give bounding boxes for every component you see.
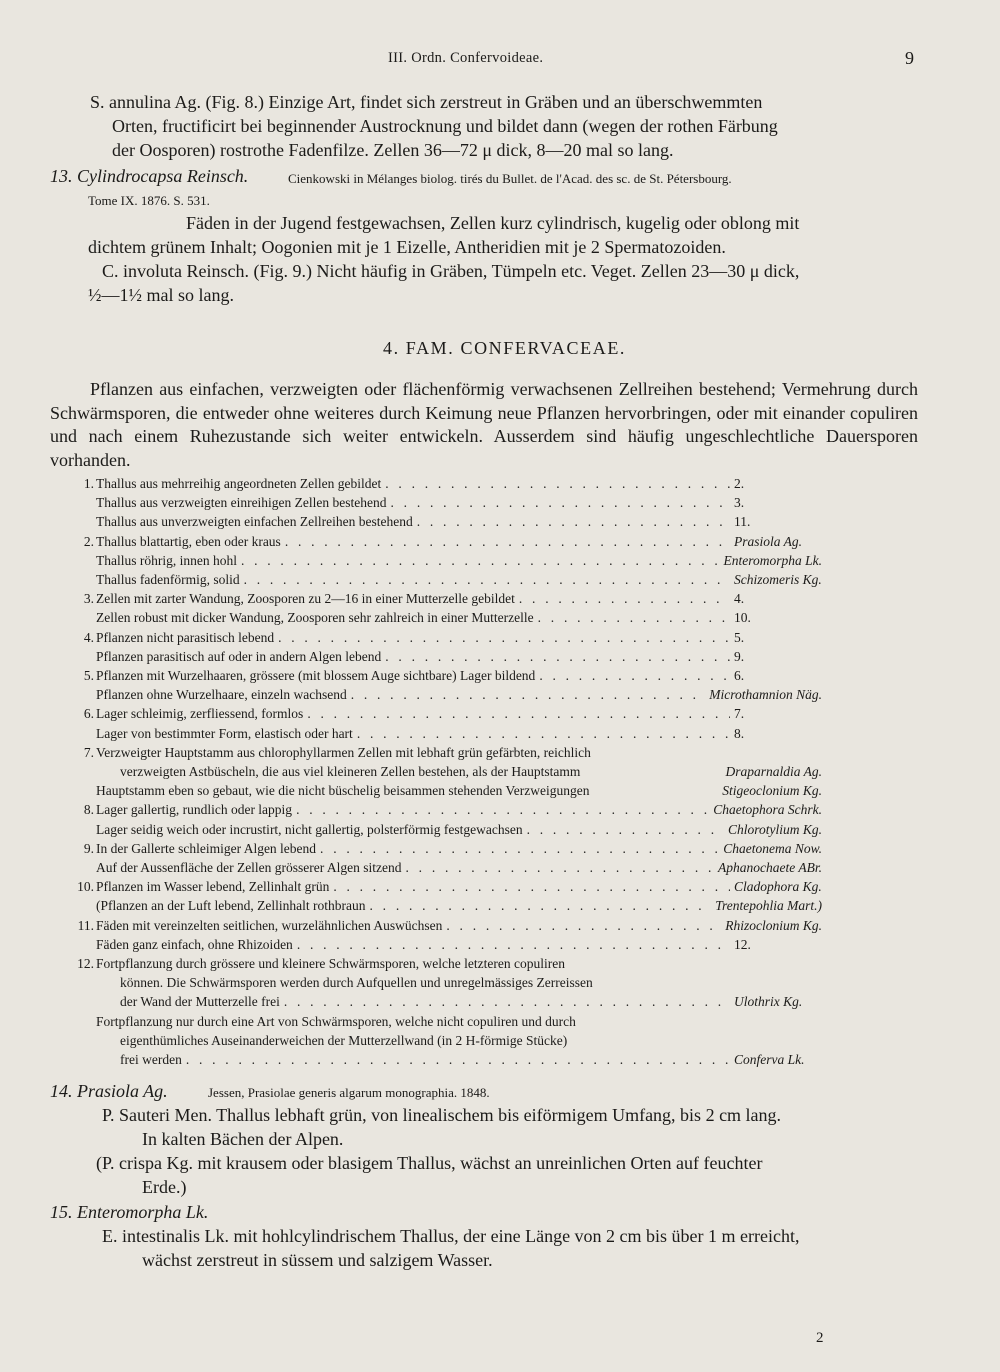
key-row-result: 10.: [734, 610, 751, 626]
key-row: [0, 668, 1000, 687]
family-heading: 4. FAM. CONFERVACEAE.: [383, 338, 627, 358]
key-row-text: Pflanzen nicht parasitisch lebend: [96, 629, 275, 645]
key-row-result: 3.: [734, 495, 745, 511]
key-row: [0, 1014, 1000, 1033]
genus-13-reference: Cienkowski in Mélanges biolog. tirés du Bullet. de l'Acad. des sc. de St. Pétersbourg.: [288, 171, 732, 186]
leader-dots: [417, 514, 730, 530]
key-row: [0, 649, 1000, 668]
leader-dots: [284, 994, 730, 1010]
key-row: [0, 1033, 1000, 1052]
genus-15-heading: 15. Enteromorpha Lk.: [50, 1202, 209, 1222]
key-row: [0, 687, 1000, 706]
key-row-result: Cladophora Kg.: [734, 879, 822, 895]
leader-dots: [296, 802, 709, 818]
key-row: [0, 822, 1000, 841]
leader-dots: [351, 687, 706, 703]
key-row: [0, 572, 1000, 591]
key-row-text: Zellen mit zarter Wandung, Zoosporen zu 2—16 in einer Mutterzelle gebildet: [96, 591, 515, 607]
leader-dots: [385, 649, 730, 665]
key-row-text: Fäden ganz einfach, ohne Rhizoiden: [96, 936, 293, 952]
leader-dots: [519, 591, 730, 607]
key-row-result: Chaetonema Now.: [723, 840, 822, 856]
key-row-text: Pflanzen parasitisch auf oder in andern Algen lebend: [96, 648, 382, 664]
key-row-result: Conferva Lk.: [734, 1052, 805, 1067]
key-row-result: 2.: [734, 476, 745, 491]
key-step-number: 3.: [83, 591, 94, 607]
key-step-number: 6.: [83, 706, 94, 722]
key-row-result: 12.: [734, 936, 751, 952]
key-row: [0, 726, 1000, 745]
key-row-result: Schizomeris Kg.: [734, 572, 822, 587]
key-row-text: Lager gallertig, rundlich oder lappig: [96, 802, 293, 818]
intestinalis-line-1: E. intestinalis Lk. mit hohlcylindrischem Thallus, der eine Länge von 2 cm bis über 1 m erreicht,: [102, 1226, 800, 1246]
key-row-text: (Pflanzen an der Luft lebend, Zellinhalt rothbraun: [96, 898, 366, 914]
key-row-text: Pflanzen im Wasser lebend, Zellinhalt grün: [96, 879, 330, 895]
key-row-text: Auf der Aussenfläche der Zellen grösserer Algen sitzend: [96, 860, 402, 875]
key-row: [0, 879, 1000, 898]
key-row-text: frei werden: [120, 1052, 182, 1067]
sauteri-line-2: In kalten Bächen der Alpen.: [142, 1129, 344, 1149]
key-row-text: Thallus fadenförmig, solid: [96, 572, 240, 587]
key-row-text: Zellen robust mit dicker Wandung, Zoosporen sehr zahlreich in einer Mutterzelle: [96, 610, 534, 626]
key-row-result: 11.: [734, 514, 751, 530]
key-row-result: Stigeoclonium Kg.: [722, 783, 822, 799]
genus-14-heading: 14. Prasiola Ag.: [50, 1081, 168, 1101]
sauteri-line-1: P. Sauteri Men. Thallus lebhaft grün, von linealischem bis eiförmigem Umfang, bis 2 cm lang.: [102, 1105, 782, 1125]
genus-13-description-1: Fäden in der Jugend festgewachsen, Zellen kurz cylindrisch, kugelig oder oblong mit: [186, 213, 800, 233]
key-row-result: Aphanochaete ABr.: [718, 860, 822, 875]
leader-dots: [446, 918, 721, 934]
key-row-result: Rhizoclonium Kg.: [725, 917, 822, 933]
key-row-text: Fäden mit vereinzelten seitlichen, wurzelähnlichen Auswüchsen: [96, 917, 443, 933]
key-row: [0, 591, 1000, 610]
leader-dots: [539, 668, 730, 684]
key-step-number: 12.: [77, 956, 94, 971]
key-row: [0, 783, 1000, 802]
key-row-result: Ulothrix Kg.: [734, 994, 803, 1010]
key-row-result: Draparnaldia Ag.: [725, 764, 822, 779]
annulina-line-2: Orten, fructificirt bei beginnender Austrocknung und bildet dann (wegen der rothen Färbung: [112, 116, 778, 136]
key-row: [0, 553, 1000, 572]
leader-dots: [333, 879, 730, 895]
key-step-number: 2.: [83, 533, 94, 549]
key-row-result: 7.: [734, 706, 745, 722]
key-row-text: Fortpflanzung durch grössere und kleinere Schwärmsporen, welche letzteren copuliren: [96, 956, 565, 971]
running-head: III. Ordn. Confervoideae.: [388, 50, 544, 66]
genus-13-reference-2: Tome IX. 1876. S. 531.: [88, 193, 210, 208]
sheet-number: 2: [816, 1330, 824, 1346]
leader-dots: [357, 726, 730, 742]
key-row: [0, 841, 1000, 860]
leader-dots: [244, 572, 730, 588]
key-row-result: Trentepohlia Mart.): [715, 898, 822, 914]
key-row: [0, 495, 1000, 514]
genus-13-description-2: dichtem grünem Inhalt; Oogonien mit je 1 Eizelle, Antheridien mit je 2 Spermatozoiden.: [88, 237, 726, 257]
key-row: [0, 764, 1000, 783]
leader-dots: [241, 553, 720, 569]
key-row: [0, 610, 1000, 629]
leader-dots: [406, 860, 714, 876]
key-row-result: Chlorotylium Kg.: [727, 821, 822, 837]
key-row: [0, 706, 1000, 725]
leader-dots: [538, 610, 730, 626]
leader-dots: [285, 534, 730, 550]
key-row-result: Enteromorpha Lk.: [723, 552, 822, 568]
key-row-text: Thallus blattartig, eben oder kraus: [96, 533, 281, 549]
key-row-text: Thallus röhrig, innen hohl: [96, 552, 237, 568]
key-row-text: Pflanzen ohne Wurzelhaare, einzeln wachsend: [96, 687, 347, 703]
key-step-number: 4.: [83, 629, 94, 645]
leader-dots: [186, 1052, 730, 1068]
key-step-number: 10.: [77, 879, 94, 895]
key-row: [0, 1052, 1000, 1071]
key-step-number: 9.: [83, 840, 94, 856]
leader-dots: [527, 822, 724, 838]
key-row-text: Lager schleimig, zerfliessend, formlos: [96, 706, 304, 722]
genus-13-heading: 13. Cylindrocapsa Reinsch.: [50, 166, 249, 186]
key-row-text: verzweigten Astbüscheln, die aus viel kleineren Zellen bestehen, als der Hauptstamm: [120, 764, 581, 779]
key-row: [0, 994, 1000, 1013]
key-step-number: 7.: [83, 744, 94, 760]
key-step-number: 11.: [77, 917, 94, 933]
leader-dots: [307, 706, 730, 722]
key-row-result: 5.: [734, 629, 745, 645]
leader-dots: [297, 937, 730, 953]
crispa-line-1: (P. crispa Kg. mit krausem oder blasigem Thallus, wächst an unreinlichen Orten auf feuchter: [96, 1153, 763, 1173]
key-row-text: eigenthümliches Auseinanderweichen der Mutterzellwand (in 2 H-förmige Stücke): [120, 1032, 568, 1048]
key-row-text: können. Die Schwärmsporen werden durch Aufquellen und unregelmässiges Zerreissen: [120, 975, 593, 991]
key-row-result: 8.: [734, 725, 745, 741]
key-row: [0, 975, 1000, 994]
crispa-line-2: Erde.): [142, 1177, 187, 1197]
key-row-text: der Wand der Mutterzelle frei: [120, 994, 280, 1010]
key-row: [0, 745, 1000, 764]
leader-dots: [278, 630, 730, 646]
annulina-line-3: der Oosporen) rostrothe Fadenfilze. Zellen 36—72 μ dick, 8—20 mal so lang.: [112, 140, 674, 160]
key-row-text: Fortpflanzung nur durch eine Art von Schwärmsporen, welche nicht copuliren und durch: [96, 1013, 576, 1029]
key-row-text: Lager seidig weich oder incrustirt, nicht gallertig, polsterförmig festgewachsen: [96, 821, 523, 837]
key-row-text: Thallus aus unverzweigten einfachen Zellreihen bestehend: [96, 514, 413, 530]
key-step-number: 8.: [83, 802, 94, 818]
key-row: [0, 514, 1000, 533]
key-step-number: 5.: [83, 668, 94, 683]
key-row-result: 6.: [734, 668, 745, 683]
key-row-result: 4.: [734, 591, 745, 607]
key-row-text: Lager von bestimmter Form, elastisch oder hart: [96, 725, 353, 741]
key-row: [0, 534, 1000, 553]
key-row: [0, 802, 1000, 821]
family-description: Pflanzen aus einfachen, verzweigten oder flächenförmig verwachsenen Zellreihen bestehend; Vermehrung durch Schwärmsporen, die entweder ohne weiteres durch Keimung neue Pflanzen hervorbringen, oder mit einander copuliren und nach einem Ruhezustande sich weiter entwickeln. Ausserdem sind häufig ungeschlechtliche Dauersporen vorhanden.: [50, 379, 918, 470]
key-row: [0, 918, 1000, 937]
key-step-number: 1.: [83, 476, 94, 491]
leader-dots: [385, 476, 730, 492]
leader-dots: [391, 495, 730, 511]
key-row: [0, 937, 1000, 956]
page-number: 9: [905, 48, 914, 68]
key-row: [0, 630, 1000, 649]
key-row: [0, 898, 1000, 917]
key-row-text: Hauptstamm eben so gebaut, wie die nicht büschelig beisammen stehenden Verzweigungen: [96, 783, 590, 799]
intestinalis-line-2: wächst zerstreut in süssem und salzigem Wasser.: [142, 1250, 493, 1270]
key-row-text: Thallus aus mehrreihig angeordneten Zellen gebildet: [96, 476, 382, 491]
involuta-line-2: ½—1½ mal so lang.: [88, 285, 234, 305]
key-row-result: Prasiola Ag.: [734, 533, 803, 549]
leader-dots: [320, 841, 719, 857]
key-row-result: Chaetophora Schrk.: [713, 802, 822, 818]
involuta-line-1: C. involuta Reinsch. (Fig. 9.) Nicht häufig in Gräben, Tümpeln etc. Veget. Zellen 23—30 μ dick,: [102, 261, 800, 281]
key-row-text: Verzweigter Hauptstamm aus chlorophyllarmen Zellen mit lebhaft grün gefärbten, reichlich: [96, 744, 591, 760]
key-row: [0, 476, 1000, 495]
key-row-text: In der Gallerte schleimiger Algen lebend: [96, 840, 317, 856]
key-row-result: 9.: [734, 648, 745, 664]
key-row: [0, 860, 1000, 879]
annulina-line-1: S. annulina Ag. (Fig. 8.) Einzige Art, findet sich zerstreut in Gräben und an überschwemmten: [90, 92, 763, 112]
key-row-result: Microthamnion Näg.: [709, 687, 822, 703]
key-row-text: Thallus aus verzweigten einreihigen Zellen bestehend: [96, 495, 387, 511]
genus-14-reference: Jessen, Prasiolae generis algarum monographia. 1848.: [208, 1085, 490, 1100]
leader-dots: [370, 898, 712, 914]
key-row-text: Pflanzen mit Wurzelhaaren, grössere (mit blossem Auge sichtbare) Lager bildend: [96, 668, 536, 683]
key-row: [0, 956, 1000, 975]
